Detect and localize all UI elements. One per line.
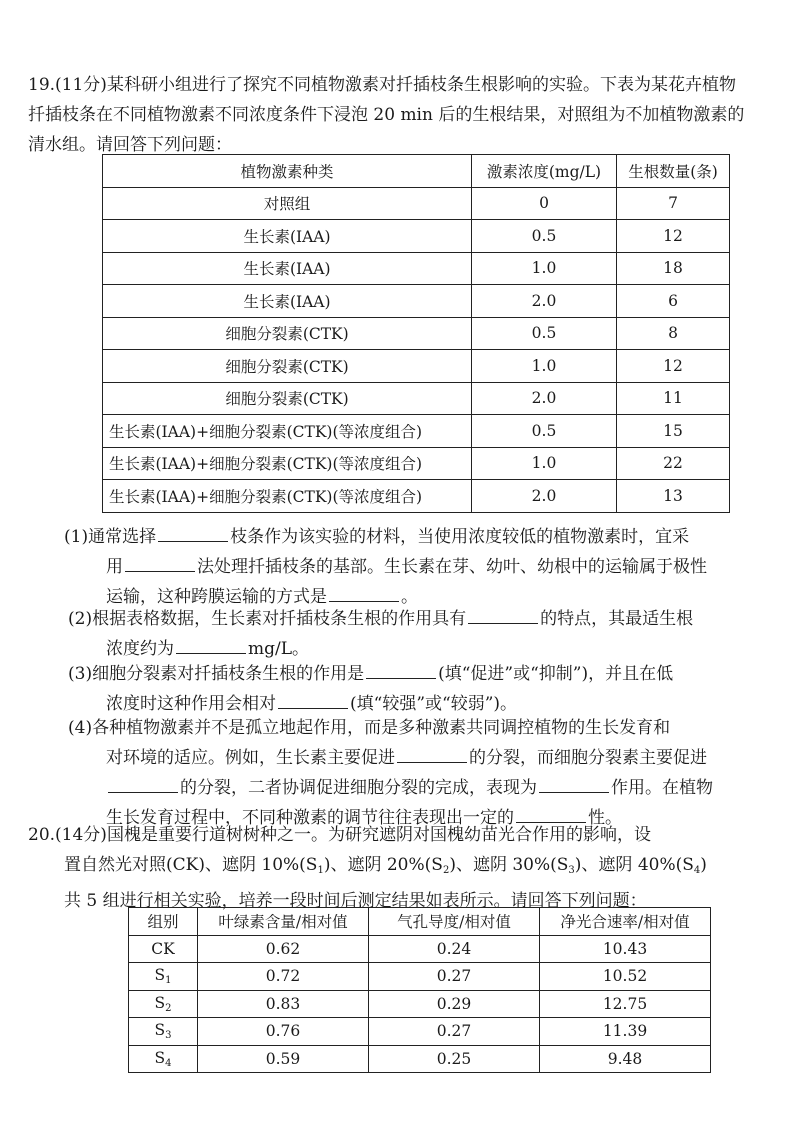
q19-p4-text-b: 对环境的适应。例如，生长素主要促进 <box>106 748 395 768</box>
cell-group <box>129 1045 198 1073</box>
q19-p1-text-b: 枝条作为该实验的材料，当使用浓度较低的植物激素时，宜采 <box>230 527 690 547</box>
cell-concentration: 2.0 <box>472 285 617 318</box>
q19-p1-text-d: 法处理扦插枝条的基部。生长素在芽、幼叶、幼根中的运输属于极性 <box>197 557 707 577</box>
q20-sub-2: 2 <box>442 865 450 876</box>
q20-intro-g: 共 5 组进行相关实验，培养一段时间后测定结果如表所示。请回答下列问题： <box>64 891 647 911</box>
header-net-photosynthesis: 净光合速率/相对值 <box>540 908 711 936</box>
cell-hormone-type: 生长素(IAA) <box>103 220 472 253</box>
header-root-count: 生根数量(条) <box>617 155 730 188</box>
q19-p4-text-d: 的分裂，二者协调促进细胞分裂的完成，表现为 <box>180 778 537 798</box>
cell-chlorophyll: 0.76 <box>198 1018 369 1046</box>
q19-p1-blank-1 <box>158 523 228 542</box>
table-header-row <box>103 155 730 188</box>
cell-root-count: 8 <box>617 317 730 350</box>
q19-p1-blank-3 <box>329 583 399 602</box>
q19-p1-blank-2 <box>125 553 195 572</box>
q20-sub-4: 4 <box>693 865 701 876</box>
cell-root-count: 12 <box>617 350 730 383</box>
cell-hormone-type: 细胞分裂素(CTK) <box>103 350 472 383</box>
cell-chlorophyll: 0.83 <box>198 990 369 1018</box>
cell-concentration: 0.5 <box>472 317 617 350</box>
q20-intro <box>28 820 752 916</box>
q19-p1-text-a: (1)通常选择 <box>64 527 157 547</box>
q19-p2-text-b: 的特点，其最适生根 <box>540 609 694 629</box>
cell-hormone-type: 生长素(IAA) <box>103 285 472 318</box>
q19-p2-text-a: (2)根据表格数据，生长素对扦插枝条生根的作用具有 <box>68 609 467 629</box>
table-row <box>103 350 730 383</box>
cell-stomatal: 0.25 <box>369 1045 540 1073</box>
header-stomatal: 气孔导度/相对值 <box>369 908 540 936</box>
cell-stomatal: 0.29 <box>369 990 540 1018</box>
table-row <box>129 1045 711 1073</box>
q20-sub-3: 3 <box>568 865 575 876</box>
q20-intro-c: )、遮阴 20%(S <box>323 855 443 875</box>
table-row <box>103 382 730 415</box>
q19-p4-blank-2 <box>108 774 178 793</box>
cell-stomatal: 0.27 <box>369 1018 540 1046</box>
cell-concentration: 0.5 <box>472 415 617 448</box>
q19-intro-text: (11分)某科研小组进行了探究不同植物激素对扦插枝条生根影响的实验。下表为某花卉植物扦插枝条在不同植物激素不同浓度条件下浸泡 20 min 后的生根结果，对照组为不加植物激素的清水组。请回答下列问题： <box>28 75 745 155</box>
cell-hormone-type: 生长素(IAA)+细胞分裂素(CTK)(等浓度组合) <box>103 480 472 513</box>
q19-p2-blank-2 <box>176 635 246 654</box>
q19-p4-text-f: 生长发育过程中，不同种激素的调节往往表现出一定的 <box>106 808 514 828</box>
table-header-row <box>129 908 711 936</box>
cell-hormone-type: 生长素(IAA)+细胞分裂素(CTK)(等浓度组合) <box>103 447 472 480</box>
q19-p4-blank-3 <box>539 774 609 793</box>
cell-hormone-type: 生长素(IAA)+细胞分裂素(CTK)(等浓度组合) <box>103 415 472 448</box>
q19-p3-text-d: (填“较强”或“较弱”)。 <box>350 694 518 714</box>
q19-p4-text-g: 性。 <box>588 808 622 828</box>
q19-number: 19. <box>28 75 56 95</box>
cell-net-photosynthesis: 9.48 <box>540 1045 711 1073</box>
q19-p2-text-d: mg/L。 <box>248 639 310 659</box>
q19-table <box>102 154 730 513</box>
q20-intro-a: (14分)国槐是重要行道树树种之一。为研究遮阴对国槐幼苗光合作用的影响，设 <box>55 825 651 845</box>
cell-hormone-type: 细胞分裂素(CTK) <box>103 317 472 350</box>
q20-intro-d: )、遮阴 30%(S <box>449 855 569 875</box>
header-hormone-type: 植物激素种类 <box>103 155 472 188</box>
cell-chlorophyll: 0.59 <box>198 1045 369 1073</box>
q19-intro <box>28 70 752 160</box>
cell-group <box>129 990 198 1018</box>
cell-root-count: 12 <box>617 220 730 253</box>
cell-root-count: 11 <box>617 382 730 415</box>
cell-stomatal: 0.24 <box>369 935 540 963</box>
table-row <box>103 220 730 253</box>
q20-table <box>128 907 711 1073</box>
cell-hormone-type: 对照组 <box>103 187 472 220</box>
q20-intro-f: ) <box>700 855 707 875</box>
q19-p3-text-b: (填“促进”或“抑制”)，并且在低 <box>438 664 674 684</box>
table-row <box>129 963 711 991</box>
q20-intro-e: )、遮阴 40%(S <box>574 855 694 875</box>
q19-p4-text-e: 作用。在植物 <box>611 778 713 798</box>
table-row <box>129 1018 711 1046</box>
cell-root-count: 6 <box>617 285 730 318</box>
cell-chlorophyll: 0.62 <box>198 935 369 963</box>
q19-part1 <box>64 522 758 612</box>
q19-p1-text-f: 。 <box>401 587 418 607</box>
header-chlorophyll: 叶绿素含量/相对值 <box>198 908 369 936</box>
q19-part4 <box>68 713 758 833</box>
table-row <box>103 187 730 220</box>
q19-p1-text-c: 用 <box>106 557 123 577</box>
group-subscript: 3 <box>165 1030 172 1042</box>
cell-concentration: 0.5 <box>472 220 617 253</box>
q19-p3-text-a: (3)细胞分裂素对扦插枝条生根的作用是 <box>68 664 365 684</box>
cell-hormone-type: 细胞分裂素(CTK) <box>103 382 472 415</box>
cell-group <box>129 963 198 991</box>
group-label: S <box>154 1021 166 1040</box>
q20-sub-1: 1 <box>317 865 324 876</box>
q19-p4-blank-1 <box>397 744 467 763</box>
q19-p4-line1: (4)各种植物激素并不是孤立地起作用，而是多种激素共同调控植物的生长发育和 <box>68 718 671 738</box>
q19-p4-text-c: 的分裂，而细胞分裂素主要促进 <box>469 748 707 768</box>
cell-root-count: 22 <box>617 447 730 480</box>
cell-concentration: 1.0 <box>472 252 617 285</box>
group-label: S <box>154 966 166 985</box>
cell-stomatal: 0.27 <box>369 963 540 991</box>
cell-group: CK <box>129 935 198 963</box>
q19-p1-text-e: 运输，这种跨膜运输的方式是 <box>106 587 327 607</box>
cell-net-photosynthesis: 10.43 <box>540 935 711 963</box>
group-subscript: 1 <box>165 975 172 987</box>
table-row <box>103 480 730 513</box>
q19-part3 <box>68 659 758 719</box>
table-row <box>103 252 730 285</box>
cell-group <box>129 1018 198 1046</box>
q20-intro-b: 置自然光对照(CK)、遮阴 10%(S <box>64 855 318 875</box>
q19-p3-blank-1 <box>366 660 436 679</box>
q19-part2 <box>68 604 758 664</box>
table-row <box>103 415 730 448</box>
group-label: S <box>154 993 166 1012</box>
cell-root-count: 13 <box>617 480 730 513</box>
q19-p2-text-c: 浓度约为 <box>106 639 174 659</box>
cell-root-count: 15 <box>617 415 730 448</box>
cell-root-count: 18 <box>617 252 730 285</box>
table-row <box>129 990 711 1018</box>
cell-root-count: 7 <box>617 187 730 220</box>
table-row <box>103 317 730 350</box>
header-group: 组别 <box>129 908 198 936</box>
header-concentration: 激素浓度(mg/L) <box>472 155 617 188</box>
cell-chlorophyll: 0.72 <box>198 963 369 991</box>
cell-concentration: 1.0 <box>472 350 617 383</box>
cell-hormone-type: 生长素(IAA) <box>103 252 472 285</box>
cell-net-photosynthesis: 12.75 <box>540 990 711 1018</box>
q20-number: 20. <box>28 825 56 845</box>
cell-concentration: 2.0 <box>472 382 617 415</box>
group-label: S <box>154 1048 166 1067</box>
table-row <box>103 447 730 480</box>
cell-concentration: 0 <box>472 187 617 220</box>
table-row <box>129 935 711 963</box>
cell-net-photosynthesis: 10.52 <box>540 963 711 991</box>
group-subscript: 4 <box>165 1057 172 1069</box>
cell-net-photosynthesis: 11.39 <box>540 1018 711 1046</box>
cell-concentration: 2.0 <box>472 480 617 513</box>
q19-p2-blank-1 <box>468 605 538 624</box>
group-subscript: 2 <box>165 1002 172 1014</box>
q19-p3-text-c: 浓度时这种作用会相对 <box>106 694 276 714</box>
q19-p3-blank-2 <box>278 690 348 709</box>
table-row <box>103 285 730 318</box>
cell-concentration: 1.0 <box>472 447 617 480</box>
